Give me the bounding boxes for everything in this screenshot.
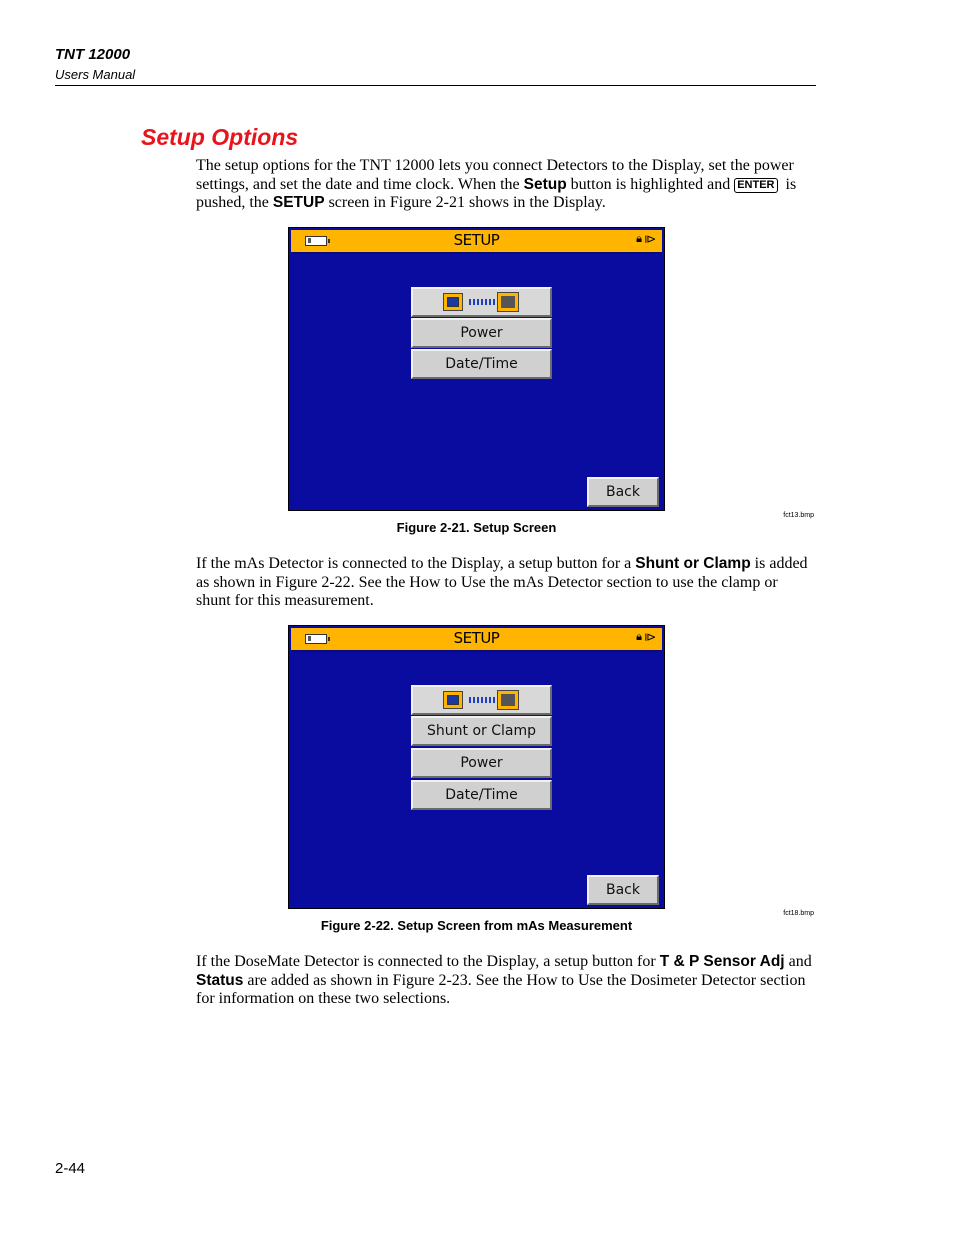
manual-subtitle: Users Manual [55, 67, 136, 82]
paragraph-mas-detector: If the mAs Detector is connected to the Display, a setup button for a Shunt or Clamp is added as shown in Figure 2-22. See the How to Use the mAs Detector section to use the clamp or shunt for this measurement. [196, 555, 808, 609]
setup-screen-term: SETUP [272, 194, 325, 211]
figure-caption: Figure 2-22. Setup Screen from mAs Measurement [320, 918, 633, 933]
shunt-or-clamp-term: Shunt or Clamp [635, 555, 751, 572]
link-dots-icon [469, 697, 495, 703]
power-button[interactable]: Power [411, 318, 552, 348]
detector-icon [497, 292, 519, 312]
section-title: Setup Options [141, 124, 299, 150]
back-button[interactable]: Back [587, 477, 659, 507]
tp-sensor-adj-term: T & P Sensor Adj [659, 953, 785, 970]
figure-caption: Figure 2-21. Setup Screen [396, 520, 557, 535]
lock-icon: 🔒︎ [636, 631, 642, 643]
screen-title: SETUP [453, 629, 500, 647]
figure-filename: fct13.bmp [783, 512, 814, 519]
link-dots-icon [469, 299, 495, 305]
detector-icon [497, 690, 519, 710]
detector-connect-button[interactable] [411, 685, 552, 715]
setup-term: Setup [523, 175, 567, 193]
paragraph-setup-intro: The setup options for the TNT 12000 lets you connect Detectors to the Display, set the power settings, and set the date and time clock. When the Setup button is highlighted and ENTER is pushed, the SETUP screen in Figure 2-21 shows in the Display. [196, 157, 797, 211]
lock-icon: 🔒︎ [636, 233, 642, 245]
display-unit-icon [443, 691, 463, 709]
shunt-or-clamp-button[interactable]: Shunt or Clamp [411, 716, 552, 746]
figure-filename: fct18.bmp [783, 910, 814, 917]
paragraph-dosemate-detector: If the DoseMate Detector is connected to the Display, a setup button for T & P Sensor Adj and Status are added as shown in Figure 2-23. See the How to Use the Dosimeter Detector section for information on these two selections. [196, 953, 812, 1007]
enter-key-icon: ENTER [734, 178, 777, 193]
screen-title-bar [291, 628, 662, 652]
back-button[interactable]: Back [587, 875, 659, 905]
manual-title: TNT 12000 [55, 46, 131, 63]
setup-screen-figure-2 [288, 625, 665, 909]
setup-screen-figure-1 [288, 227, 665, 511]
header-rule [55, 85, 816, 86]
date-time-button[interactable]: Date/Time [411, 349, 552, 379]
detector-connect-button[interactable] [411, 287, 552, 317]
wireless-signal-icon: ⧐ [644, 630, 656, 644]
screen-title: SETUP [453, 231, 500, 249]
wireless-signal-icon: ⧐ [644, 232, 656, 246]
date-time-button[interactable]: Date/Time [411, 780, 552, 810]
page-number: 2-44 [55, 1160, 86, 1177]
power-button[interactable]: Power [411, 748, 552, 778]
status-term: Status [196, 971, 244, 989]
display-unit-icon [443, 293, 463, 311]
screen-title-bar [291, 230, 662, 254]
